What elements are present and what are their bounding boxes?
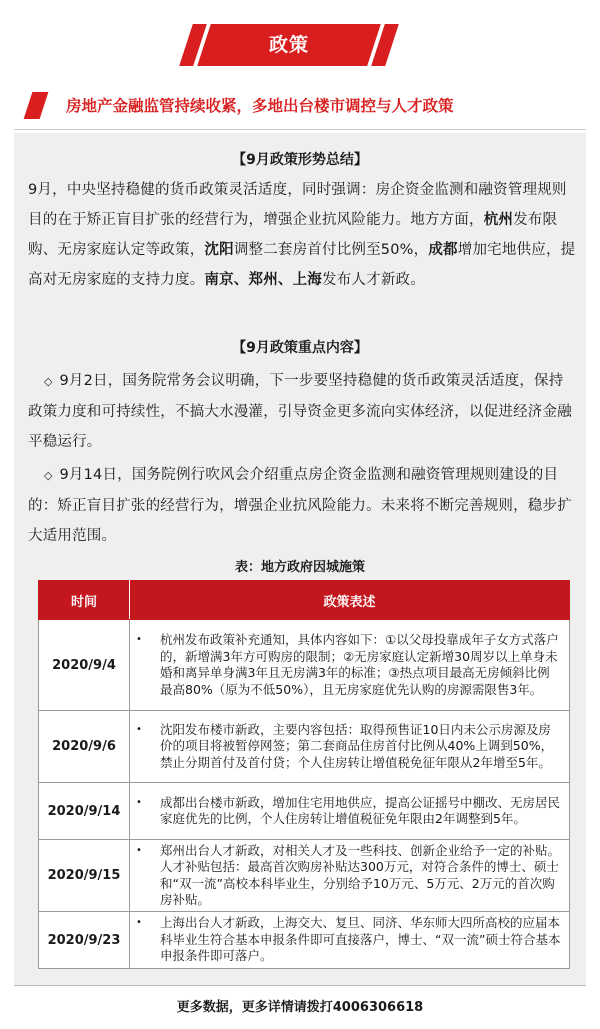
row-date: 2020/9/6 <box>39 711 130 783</box>
section-title: 政策 <box>268 34 309 56</box>
row-desc: 上海出台人才新政，上海交大、复旦、同济、华东师大四所高校的应届本科毕业生符合基本申报条件即可直接落户，博士、“双一流”硕士符合基本申报条件即可落户。 <box>160 915 561 964</box>
summary-text-1: 9月，中央坚持稳健的货币政策灵活适度，同时强调：房企资金监测和融资管理规则目的在于矫正盲目扩张的经营行为，增强企业抗风险能力。地方方面， <box>28 182 567 228</box>
table-row <box>39 711 570 783</box>
summary-title: 【9月政策形势总结】 <box>232 152 368 168</box>
key-point-text: 9月2日，国务院常务会议明确，下一步要坚持稳健的货币政策灵活适度，保持政策力度和可持续性，不搞大水漫灌，引导资金更多流向实体经济，以促进经济金融平稳运行。 <box>28 373 572 450</box>
bullet-icon: • <box>136 796 142 808</box>
section-banner <box>186 24 398 66</box>
row-desc-cell <box>130 620 570 711</box>
city-chengdu: 成都 <box>428 242 458 258</box>
city-hangzhou: 杭州 <box>483 212 514 228</box>
key-point-text: 9月14日，国务院例行吹风会介绍重点房企资金监测和融资管理规则建设的目的：矫正盲目扩张的经营行为，增强企业抗风险能力。未来将不断完善规则，稳步扩大适用范围。 <box>28 467 572 544</box>
row-desc-cell <box>130 912 570 969</box>
diamond-icon: ◇ <box>44 469 53 482</box>
row-date: 2020/9/4 <box>39 620 130 711</box>
key-points-title: 【9月政策重点内容】 <box>232 340 368 356</box>
desc-column-header: 政策表述 <box>130 581 570 620</box>
row-desc: 成都出台楼市新政，增加住宅用地供应，提高公证摇号中棚改、无房居民家庭优先的比例，个人住房转让增值税征免年限由2年调整到5年。 <box>160 794 561 826</box>
city-shenyang: 沈阳 <box>204 242 234 258</box>
bullet-icon: • <box>136 634 142 645</box>
city-nanjing-zhengzhou-shanghai: 南京、郑州、上海 <box>204 272 323 288</box>
table-row <box>39 620 570 711</box>
table-row <box>39 783 570 840</box>
summary-paragraph <box>28 175 576 295</box>
summary-text-3: 调整二套房首付比例至50%， <box>233 242 429 258</box>
headline-divider <box>14 129 586 130</box>
row-desc: 沈阳发布楼市新政，主要内容包括：取得预售证10日内未公示房源及房价的项目将被暂停网签；第二套商品住房首付比例从40%上调到50%，禁止分期首付及首付贷；个人住房转让增值税免征年限从2年增至5年。 <box>160 721 554 770</box>
row-date: 2020/9/14 <box>39 783 130 840</box>
table-row <box>39 840 570 912</box>
summary-text-4: 增加宅地供应，提高对无房家庭的支持力度。 <box>28 242 576 288</box>
headline-marker <box>24 92 49 119</box>
date-column-header: 时间 <box>39 581 130 620</box>
row-desc: 郑州出台人才新政，对相关人才及一些科技、创新企业给予一定的补贴。人才补贴包括：最高首次购房补贴达300万元，对符合条件的博士、硕士和“双一流”高校本科毕业生，分别给予10万元、5万元、2万元的首次购房补贴。 <box>160 842 561 907</box>
row-date: 2020/9/15 <box>39 840 130 912</box>
table-header-row <box>39 581 570 620</box>
row-desc-cell <box>130 840 570 912</box>
table-caption: 表：地方政府因城施策 <box>234 560 365 575</box>
headline: 房地产金融监管持续收紧，多地出台楼市调控与人才政策 <box>66 97 454 115</box>
row-desc-cell <box>130 783 570 840</box>
summary-text-5: 发布人才新政。 <box>322 272 425 288</box>
row-desc-cell <box>130 711 570 783</box>
bullet-icon: • <box>136 917 142 929</box>
content-panel <box>14 133 586 985</box>
diamond-icon: ◇ <box>44 375 53 388</box>
key-point-item <box>28 460 576 551</box>
summary-text-2: 发布限购、无房家庭认定等政策， <box>28 212 558 258</box>
policy-table <box>38 580 570 969</box>
bullet-icon: • <box>136 723 142 735</box>
footer-contact: 更多数据，更多详情请拨打4006306618 <box>176 1000 424 1015</box>
footer-divider <box>14 985 586 986</box>
bullet-icon: • <box>136 844 142 856</box>
row-desc: 杭州发布政策补充通知，具体内容如下：①以父母投靠成年子女方式落户的，新增满3年方可购房的限制；②无房家庭认定新增30周岁以上单身未婚和离异单身满3年且无房满3年的标准；③热点项目最高无房倾斜比例最高80%（原为不低50%），且无房家庭优先认购的房源需限售3年。 <box>160 632 559 697</box>
key-point-item <box>28 366 576 457</box>
table-row <box>39 912 570 969</box>
row-date: 2020/9/23 <box>39 912 130 969</box>
